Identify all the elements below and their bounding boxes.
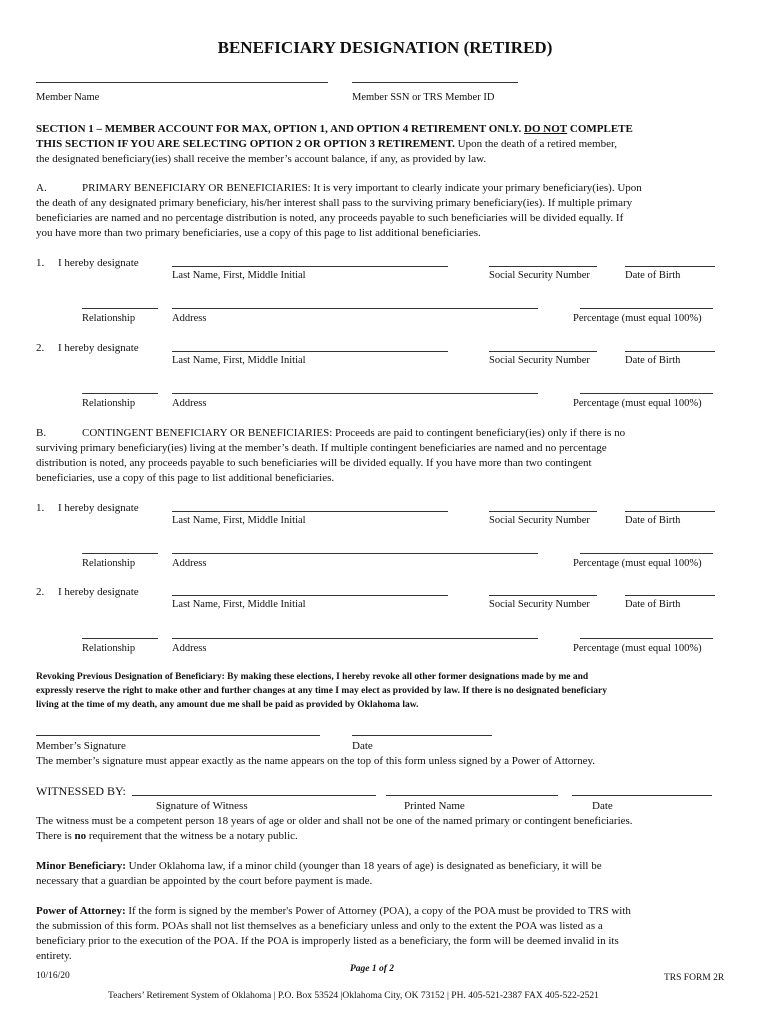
contingent-1-percentage-label: Percentage (must equal 100%) bbox=[573, 558, 702, 569]
member-ssn-label: Member SSN or TRS Member ID bbox=[352, 92, 495, 103]
contingent-2-address-field[interactable] bbox=[172, 638, 538, 639]
contingent-item-1-hereby: I hereby designate bbox=[58, 502, 139, 514]
primary-2-address-field[interactable] bbox=[172, 393, 538, 394]
primary-1-relationship-field[interactable] bbox=[82, 308, 158, 309]
contingent-2-address-label: Address bbox=[172, 643, 207, 654]
primary-1-ssn-label: Social Security Number bbox=[489, 270, 590, 281]
poa-text-2: the submission of this form. POAs shall not list themselves as a beneficiary unless and only to the extent the POA was listed as a bbox=[36, 920, 603, 932]
witness-signature-field[interactable] bbox=[132, 795, 376, 796]
witness-date-field[interactable] bbox=[572, 795, 712, 796]
contingent-1-address-field[interactable] bbox=[172, 553, 538, 554]
primary-letter: A. bbox=[36, 182, 47, 194]
poa-text-3: beneficiary prior to the execution of the POA. If the POA is improperly listed as a beneficiary, the form will be deemed invalid in its bbox=[36, 935, 619, 947]
primary-2-relationship-label: Relationship bbox=[82, 398, 136, 409]
member-signature-label: Member’s Signature bbox=[36, 740, 126, 752]
contingent-text-3: distribution is noted, any proceeds payable to such beneficiaries will be divided equally. If you have more than two contingent bbox=[36, 457, 592, 469]
primary-1-percentage-label: Percentage (must equal 100%) bbox=[573, 313, 702, 324]
contingent-1-name-label: Last Name, First, Middle Initial bbox=[172, 515, 306, 526]
witness-signature-label: Signature of Witness bbox=[156, 800, 248, 812]
primary-text-4: you have more than two primary beneficiaries, use a copy of this page to list additional beneficiaries. bbox=[36, 227, 481, 239]
member-signature-date-label: Date bbox=[352, 740, 373, 752]
primary-2-name-label: Last Name, First, Middle Initial bbox=[172, 355, 306, 366]
primary-1-relationship-label: Relationship bbox=[82, 313, 136, 324]
member-name-field[interactable] bbox=[36, 82, 328, 83]
footer-form-id: TRS FORM 2R bbox=[664, 973, 725, 983]
member-ssn-field[interactable] bbox=[352, 82, 518, 83]
contingent-item-2-hereby: I hereby designate bbox=[58, 586, 139, 598]
contingent-2-percentage-label: Percentage (must equal 100%) bbox=[573, 643, 702, 654]
minor-beneficiary-text-2: necessary that a guardian be appointed by the court before payment is made. bbox=[36, 875, 373, 887]
primary-2-name-field[interactable] bbox=[172, 351, 448, 352]
contingent-1-name-field[interactable] bbox=[172, 511, 448, 512]
contingent-2-ssn-label: Social Security Number bbox=[489, 599, 590, 610]
revoking-text-1: Revoking Previous Designation of Beneficiary: By making these elections, I hereby revoke all other former designations made by me and bbox=[36, 672, 589, 682]
minor-beneficiary-text-1: Minor Beneficiary: Under Oklahoma law, if a minor child (younger than 18 years of age) is designated as beneficiary, it will be bbox=[36, 860, 602, 872]
contingent-1-ssn-label: Social Security Number bbox=[489, 515, 590, 526]
contingent-2-ssn-field[interactable] bbox=[489, 595, 597, 596]
primary-item-2-number: 2. bbox=[36, 342, 45, 354]
primary-2-ssn-field[interactable] bbox=[489, 351, 597, 352]
contingent-item-2-number: 2. bbox=[36, 586, 45, 598]
primary-1-percentage-field[interactable] bbox=[580, 308, 713, 309]
member-signature-field[interactable] bbox=[36, 735, 320, 736]
witness-printed-name-label: Printed Name bbox=[404, 800, 465, 812]
contingent-2-dob-field[interactable] bbox=[625, 595, 715, 596]
primary-item-1-hereby: I hereby designate bbox=[58, 257, 139, 269]
witness-printed-name-field[interactable] bbox=[386, 795, 558, 796]
member-signature-date-field[interactable] bbox=[352, 735, 492, 736]
section1-heading: SECTION 1 – MEMBER ACCOUNT FOR MAX, OPTION 1, AND OPTION 4 RETIREMENT ONLY. DO NOT COMPLETE bbox=[36, 123, 633, 135]
contingent-2-relationship-field[interactable] bbox=[82, 638, 158, 639]
contingent-text-2: surviving primary beneficiary(ies) living at the member’s death. If multiple contingent beneficiaries are named and no percentage bbox=[36, 442, 607, 454]
signature-note: The member’s signature must appear exactly as the name appears on the top of this form unless signed by a Power of Attorney. bbox=[36, 755, 596, 767]
primary-2-dob-label: Date of Birth bbox=[625, 355, 681, 366]
page-title: BENEFICIARY DESIGNATION (RETIRED) bbox=[217, 38, 553, 57]
primary-2-percentage-field[interactable] bbox=[580, 393, 713, 394]
contingent-letter: B. bbox=[36, 427, 47, 439]
footer-address: Teachers’ Retirement System of Oklahoma | P.O. Box 53524 |Oklahoma City, OK 73152 | PH. 405-521-2387 FAX 405-522-2521 bbox=[108, 991, 599, 1001]
footer-page-number: Page 1 of 2 bbox=[350, 964, 395, 974]
primary-text-2: the death of any designated primary beneficiary, his/her interest shall pass to the surviving primary beneficiary(ies). If multiple primary bbox=[36, 197, 633, 209]
section1-heading-line2: THIS SECTION IF YOU ARE SELECTING OPTION 2 OR OPTION 3 RETIREMENT. Upon the death of a retired member, bbox=[36, 138, 617, 150]
primary-2-dob-field[interactable] bbox=[625, 351, 715, 352]
primary-1-dob-label: Date of Birth bbox=[625, 270, 681, 281]
primary-1-ssn-field[interactable] bbox=[489, 266, 597, 267]
primary-1-address-label: Address bbox=[172, 313, 207, 324]
contingent-1-relationship-field[interactable] bbox=[82, 553, 158, 554]
contingent-2-name-label: Last Name, First, Middle Initial bbox=[172, 599, 306, 610]
poa-text-4: entirety. bbox=[36, 950, 72, 962]
section1-text: the designated beneficiary(ies) shall receive the member’s account balance, if any, as provided by law. bbox=[36, 153, 487, 165]
primary-item-2-hereby: I hereby designate bbox=[58, 342, 139, 354]
primary-1-name-label: Last Name, First, Middle Initial bbox=[172, 270, 306, 281]
primary-text-1: PRIMARY BENEFICIARY OR BENEFICIARIES: It is very important to clearly indicate your primary beneficiary(ies). Upon bbox=[82, 182, 642, 194]
witness-note-2: There is no requirement that the witness be a notary public. bbox=[36, 830, 298, 842]
contingent-2-percentage-field[interactable] bbox=[580, 638, 713, 639]
primary-2-percentage-label: Percentage (must equal 100%) bbox=[573, 398, 702, 409]
revoking-text-3: living at the time of my death, any amount due me shall be paid as provided by Oklahoma law. bbox=[36, 700, 419, 710]
contingent-1-percentage-field[interactable] bbox=[580, 553, 713, 554]
contingent-text-1: CONTINGENT BENEFICIARY OR BENEFICIARIES: Proceeds are paid to contingent beneficiary(ies) only if there is no bbox=[82, 427, 626, 439]
member-name-label: Member Name bbox=[36, 92, 100, 103]
contingent-1-relationship-label: Relationship bbox=[82, 558, 136, 569]
revoking-text-2: expressly reserve the right to make other and further changes at any time I may elect as provided by law. If there is no designated beneficiary bbox=[36, 686, 608, 696]
primary-item-1-number: 1. bbox=[36, 257, 45, 269]
contingent-item-1-number: 1. bbox=[36, 502, 45, 514]
primary-1-dob-field[interactable] bbox=[625, 266, 715, 267]
contingent-1-address-label: Address bbox=[172, 558, 207, 569]
contingent-1-dob-label: Date of Birth bbox=[625, 515, 681, 526]
contingent-1-ssn-field[interactable] bbox=[489, 511, 597, 512]
witness-note-1: The witness must be a competent person 18 years of age or older and shall not be one of the named primary or contingent beneficiaries. bbox=[36, 815, 633, 827]
primary-1-name-field[interactable] bbox=[172, 266, 448, 267]
primary-1-address-field[interactable] bbox=[172, 308, 538, 309]
contingent-1-dob-field[interactable] bbox=[625, 511, 715, 512]
contingent-2-relationship-label: Relationship bbox=[82, 643, 136, 654]
primary-2-relationship-field[interactable] bbox=[82, 393, 158, 394]
poa-text-1: Power of Attorney: If the form is signed by the member's Power of Attorney (POA), a copy of the POA must be provided to TRS with bbox=[36, 905, 631, 917]
primary-text-3: beneficiaries are named and no percentage distribution is noted, any proceeds payable to such beneficiaries will be divided equally. If bbox=[36, 212, 624, 224]
contingent-text-4: beneficiaries, use a copy of this page to list additional beneficiaries. bbox=[36, 472, 335, 484]
witness-date-label: Date bbox=[592, 800, 613, 812]
primary-2-address-label: Address bbox=[172, 398, 207, 409]
contingent-2-dob-label: Date of Birth bbox=[625, 599, 681, 610]
footer-date: 10/16/20 bbox=[36, 971, 70, 981]
primary-2-ssn-label: Social Security Number bbox=[489, 355, 590, 366]
contingent-2-name-field[interactable] bbox=[172, 595, 448, 596]
witness-heading: WITNESSED BY: bbox=[36, 784, 126, 798]
